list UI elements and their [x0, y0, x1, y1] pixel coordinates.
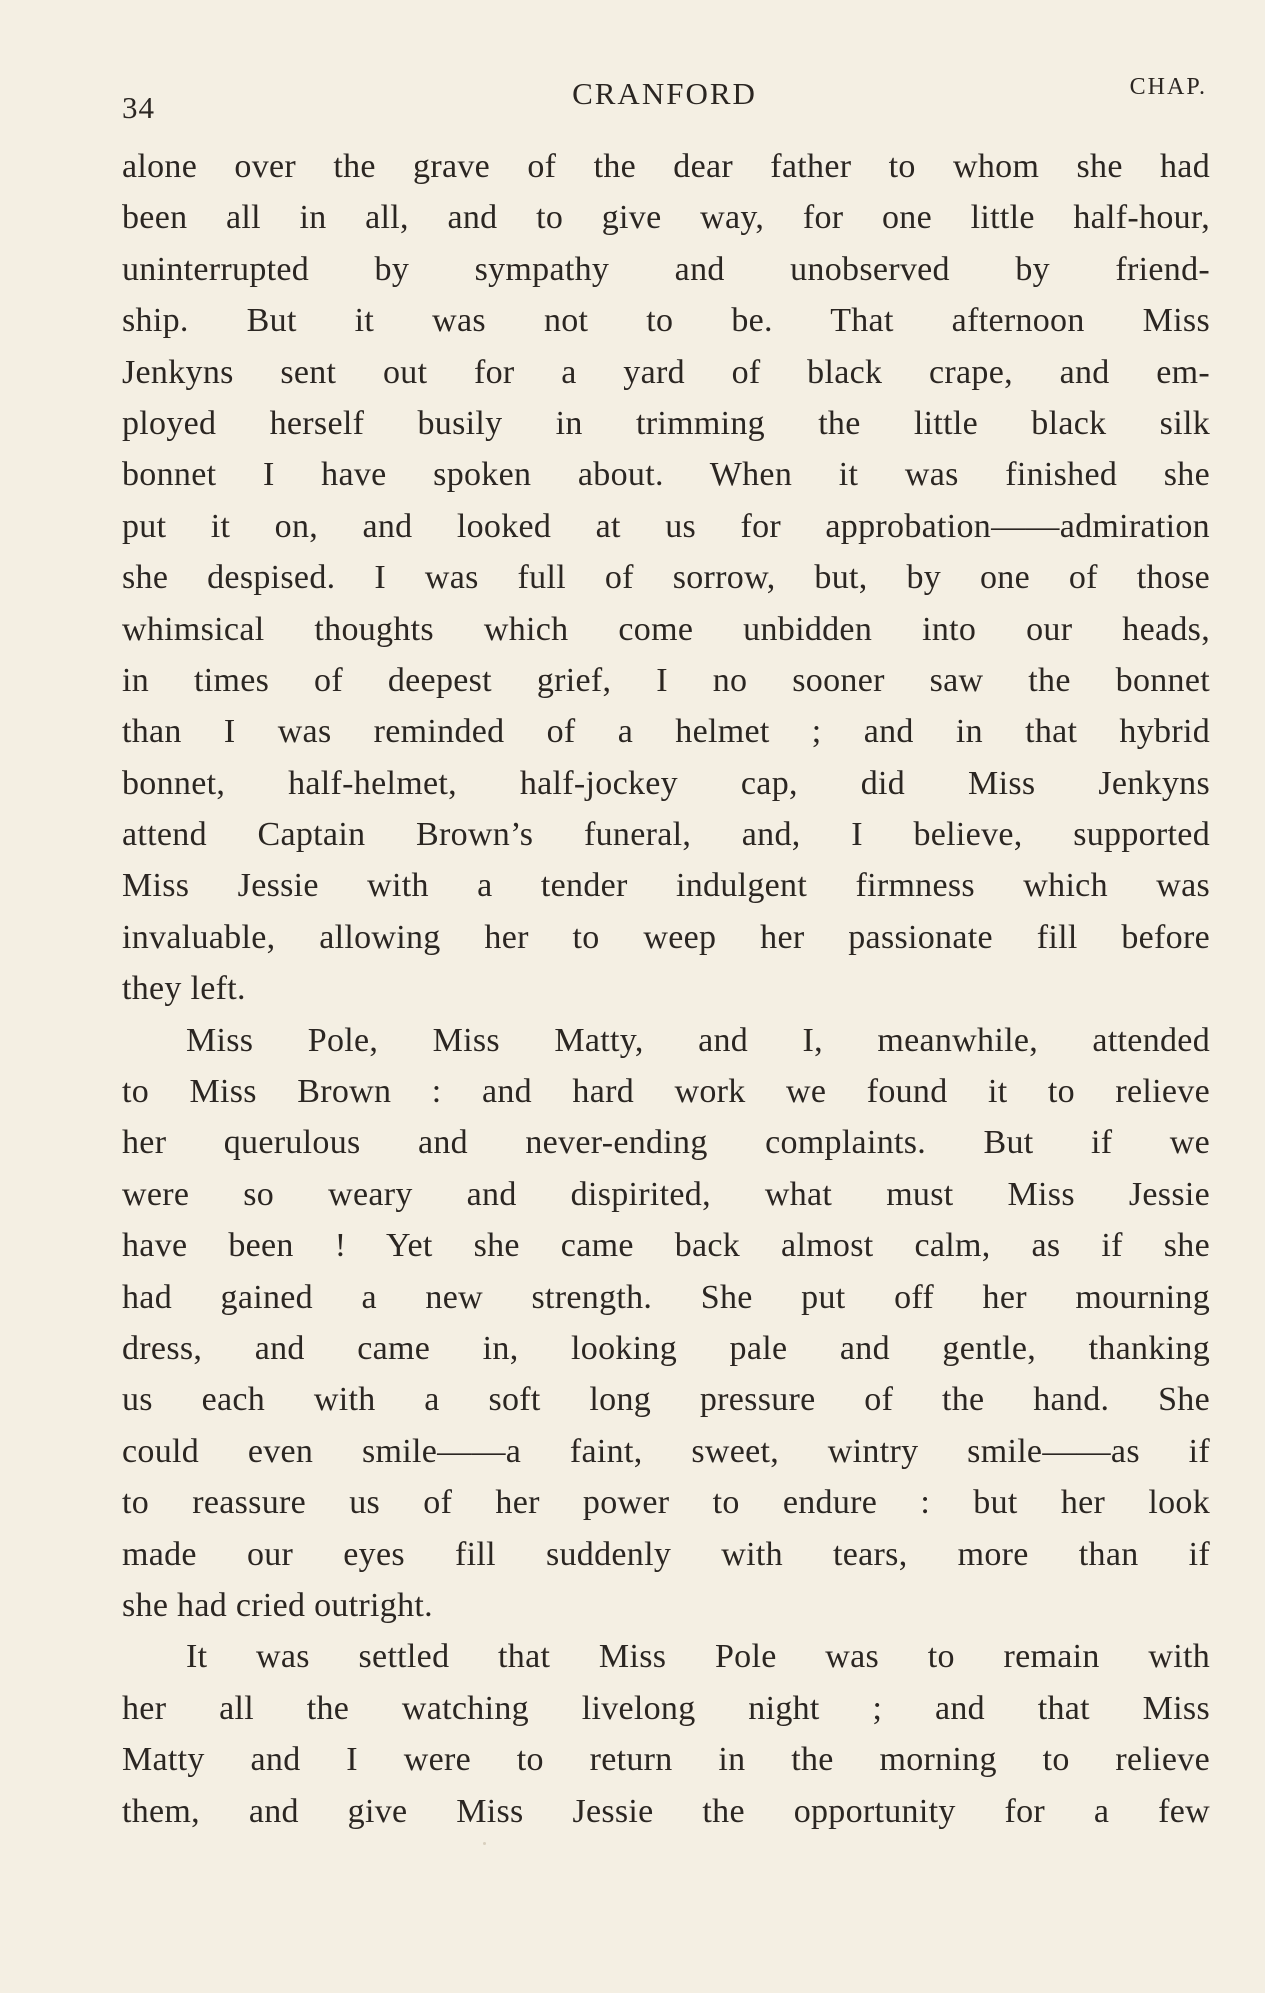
- paragraph-end-line: they left.: [122, 970, 246, 1008]
- running-head: [122, 76, 1207, 126]
- text-line: in times of deepest grief, I no sooner saw the bonnet: [122, 661, 1210, 699]
- text-line: made our eyes fill suddenly with tears, more than if: [122, 1535, 1210, 1573]
- text-line: her querulous and never-ending complaints. But if we: [122, 1124, 1210, 1162]
- text-line: them, and give Miss Jessie the opportunity for a few: [122, 1792, 1210, 1830]
- text-line: Miss Jessie with a tender indulgent firmness which was: [122, 867, 1210, 905]
- text-line: Jenkyns sent out for a yard of black crape, and em-: [122, 353, 1210, 391]
- text-line: to Miss Brown : and hard work we found it to relieve: [122, 1073, 1210, 1111]
- text-line: ship. But it was not to be. That afternoon Miss: [122, 302, 1210, 340]
- text-line: could even smile——a faint, sweet, wintry smile——as if: [122, 1432, 1210, 1470]
- text-line: attend Captain Brown’s funeral, and, I believe, supported: [122, 816, 1210, 854]
- text-line: to reassure us of her power to endure : but her look: [122, 1484, 1210, 1522]
- page-number: 34: [122, 90, 155, 125]
- text-line: ployed herself busily in trimming the little black silk: [122, 404, 1210, 442]
- text-line: than I was reminded of a helmet ; and in that hybrid: [122, 713, 1210, 751]
- text-line: uninterrupted by sympathy and unobserved by friend-: [122, 250, 1210, 288]
- text-line: put it on, and looked at us for approbation——admiration: [122, 507, 1210, 545]
- text-line: invaluable, allowing her to weep her passionate fill before: [122, 918, 1210, 956]
- running-title: CRANFORD: [572, 76, 757, 111]
- text-line: dress, and came in, looking pale and gentle, thanking: [122, 1329, 1210, 1367]
- text-line: bonnet I have spoken about. When it was finished she: [122, 456, 1210, 494]
- paragraph-end-line: she had cried outright.: [122, 1586, 433, 1624]
- text-line: had gained a new strength. She put off her mourning: [122, 1278, 1210, 1316]
- text-line: were so weary and dispirited, what must Miss Jessie: [122, 1175, 1210, 1213]
- text-line: us each with a soft long pressure of the hand. She: [122, 1381, 1210, 1419]
- text-line: bonnet, half-helmet, half-jockey cap, did Miss Jenkyns: [122, 764, 1210, 802]
- text-line: her all the watching livelong night ; and that Miss: [122, 1689, 1210, 1727]
- chapter-label: CHAP.: [1129, 74, 1207, 100]
- text-line: whimsical thoughts which come unbidden into our heads,: [122, 610, 1210, 648]
- paragraph-start-line: Miss Pole, Miss Matty, and I, meanwhile, attended: [186, 1021, 1210, 1059]
- text-line: alone over the grave of the dear father to whom she had: [122, 148, 1210, 185]
- paper-speck: [483, 1842, 486, 1845]
- text-line: have been ! Yet she came back almost calm, as if she: [122, 1227, 1210, 1265]
- body-text: [122, 141, 1210, 1837]
- text-line: Matty and I were to return in the morning to relieve: [122, 1741, 1210, 1779]
- text-line: been all in all, and to give way, for one little half-hour,: [122, 199, 1210, 237]
- text-line: she despised. I was full of sorrow, but, by one of those: [122, 559, 1210, 597]
- paragraph-start-line: It was settled that Miss Pole was to remain with: [186, 1638, 1210, 1676]
